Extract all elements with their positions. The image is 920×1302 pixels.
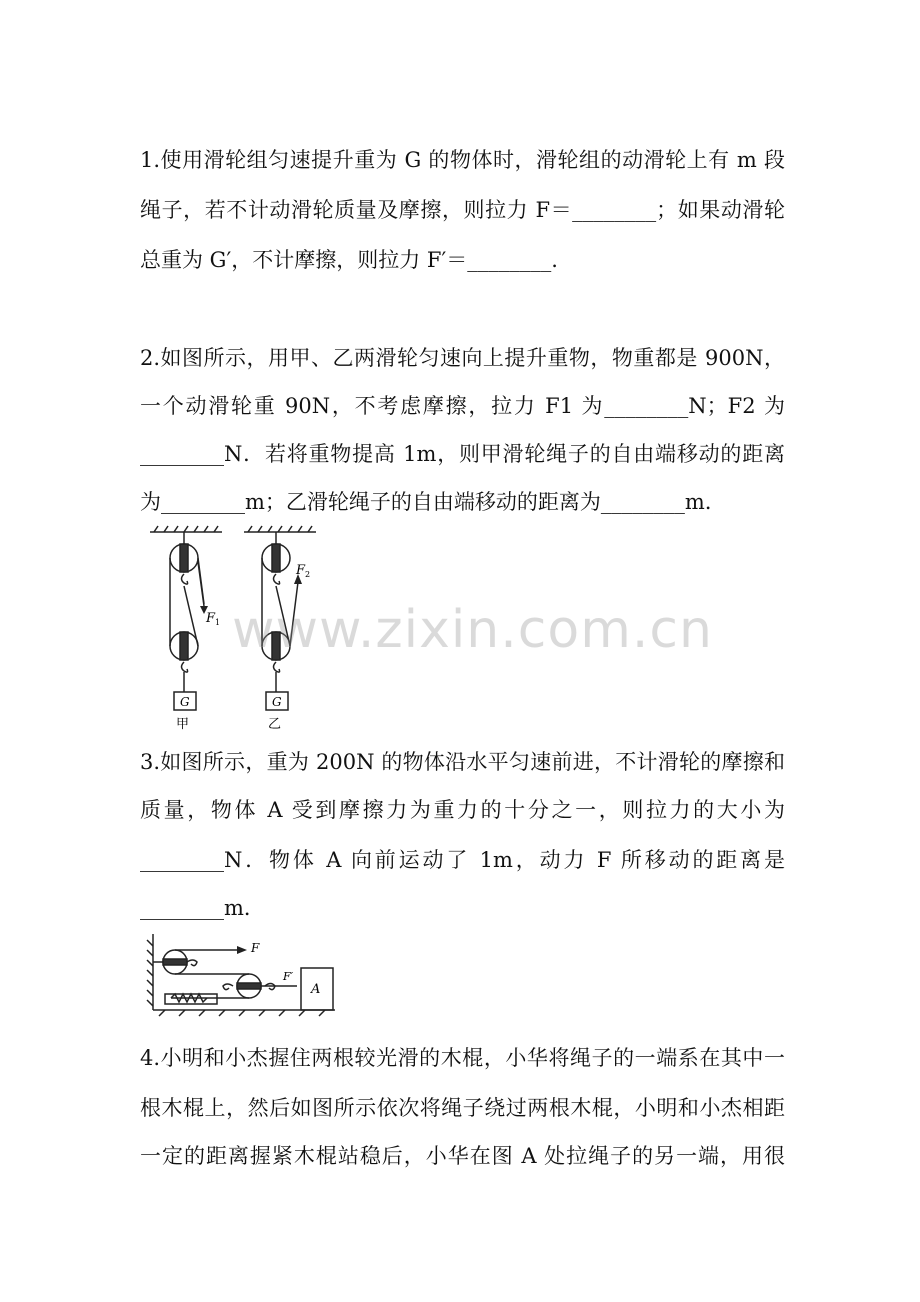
- q3-line-4: ________m．: [140, 896, 265, 920]
- q2-line-3: ________N．若将重物提高 1m，则甲滑轮绳子的自由端移动的距离: [140, 442, 785, 466]
- right-ceiling: [244, 526, 316, 532]
- q2-line-1: 2.如图所示，用甲、乙两滑轮匀速向上提升重物，物重都是 900N，: [140, 346, 785, 370]
- q3-force-label: F: [251, 941, 260, 955]
- q4-line-1: 4.小明和小杰握住两根较光滑的木棍，小华将绳子的一端系在其中一: [140, 1046, 785, 1070]
- right-force-sub: 2: [305, 570, 311, 579]
- q1-line-3: 总重为 G′，不计摩擦，则拉力 F′＝________.: [140, 248, 558, 272]
- right-force-label: F: [296, 563, 306, 578]
- q4-line-2: 根木棍上，然后如图所示依次将绳子绕过两根木棍，小明和小杰相距: [140, 1096, 785, 1120]
- q4-line-3: 一定的距离握紧木棍站稳后，小华在图 A 处拉绳子的另一端，用很: [140, 1144, 785, 1168]
- q1-line-1: 1.使用滑轮组匀速提升重为 G 的物体时，滑轮组的动滑轮上有 m 段: [140, 148, 785, 172]
- left-force-arrow: [198, 562, 204, 606]
- q3-line-2: 质量，物体 A 受到摩擦力为重力的十分之一，则拉力的大小为: [140, 798, 785, 822]
- watermark: www.zixin.com.cn: [232, 600, 713, 660]
- left-caption: 甲: [176, 717, 190, 732]
- q2-line-2: 一个动滑轮重 90N，不考虑摩擦，拉力 F1 为________N；F2 为: [140, 394, 785, 418]
- left-ceiling: [150, 526, 222, 532]
- left-force-label: F: [206, 611, 216, 626]
- left-force-sub: 1: [215, 618, 221, 627]
- spring: [171, 994, 207, 1002]
- q3-line-3: ________N．物体 A 向前运动了 1m，动力 F 所移动的距离是: [140, 848, 785, 872]
- q3-line-1: 3.如图所示，重为 200N 的物体沿水平匀速前进，不计滑轮的摩擦和: [140, 750, 785, 774]
- left-weight-label: G: [180, 695, 190, 709]
- q3-block-label: A: [311, 982, 321, 997]
- q1-line-2: 绳子，若不计动滑轮质量及摩擦，则拉力 F＝________；如果动滑轮: [140, 198, 785, 222]
- left-pulley-system: [170, 532, 204, 710]
- right-caption: 乙: [268, 717, 282, 732]
- right-weight-label: G: [272, 695, 282, 709]
- q3-inner-force-label: F′: [283, 970, 294, 983]
- q2-line-4: 为________m；乙滑轮绳子的自由端移动的距离为________m．: [140, 490, 726, 514]
- q3-force-arrow-head: [237, 946, 247, 954]
- q3-pulley-figure: [145, 930, 345, 1020]
